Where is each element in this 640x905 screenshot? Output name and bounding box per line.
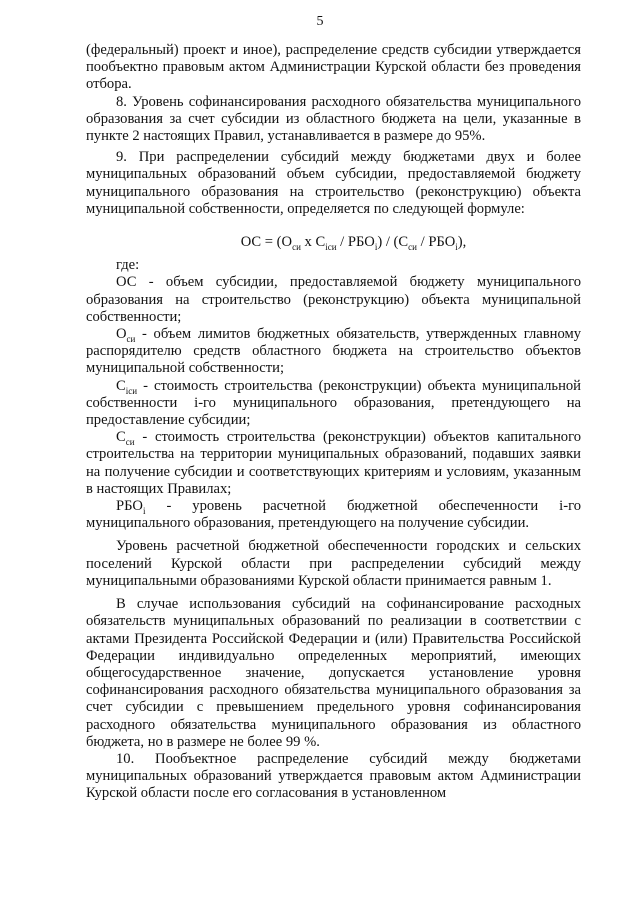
formula-part: / РБО [416,234,456,251]
definition-text: - стоимость строительства (реконструкции) объектов капитального строительства на территории муниципальных образований, подавших заявки на получение субсидии и соответствующих критериям и условиям, указанным в настоящих Правилах; [86,429,581,497]
definition-text: - стоимость строительства (реконструкции) объекта муниципальной собственности i-го муниципального образования, претендующего на предоставление субсидии; [86,377,581,429]
paragraph-9: 9. При распределении субсидий между бюджетами двух и более муниципальных образований объем субсидии, предоставляемой бюджету муниципального образования на строительство (реконструкцию) объекта муниципальной собственности, определяется по следующей формуле: [86,149,581,217]
formula-part: x С [300,234,326,251]
where-label: где: [116,257,140,274]
formula-sub: i [374,241,378,252]
paragraph-10: 10. Пообъектное распределение субсидий между бюджетами муниципальных образований утверждается правовым актом Администрации Курской области после его согласования в установленном [86,750,581,802]
paragraph-exception-case: В случае использования субсидий на софинансирование расходных обязательств муниципальных образований по реализации в соответствии с актами Президента Российской Федерации и (или) Правительства Российской Федерации индивидуально определенных мероприятий, имеющих общегосударственное значение, допускается установление уровня софинансирования расходного обязательства муниципального образования за счет субсидии с превышением предельного уровня софинансирования расходного обязательства муниципального образования из областного бюджета, но в размере не более 99 %. [86,596,581,750]
document-body [86,42,581,803]
term-letter: О [116,326,127,343]
term-csi [116,429,135,448]
paragraph-continuation: (федеральный) проект и иное), распределение средств субсидии утверждается пообъектно правовым актом Администрации Курской области без проведения отбора. [86,42,581,93]
term-rbo [116,498,145,514]
definition-csi [86,429,581,498]
subsidy-formula [86,234,581,251]
definition-os: ОС - объем субсидии, предоставляемой бюджету муниципального образования на строительство (реконструкцию) объекта муниципальной собственности; [86,274,581,325]
page-number: 5 [316,14,324,29]
term-sub: си [126,333,136,344]
term-letter: С [116,429,126,446]
term-cisi [116,378,137,394]
formula-sub: си [292,241,301,252]
formula-sub: си [408,241,417,252]
term-letter: С [116,377,126,394]
paragraph-budget-level: Уровень расчетной бюджетной обеспеченности городских и сельских поселений Курской области при распределении субсидий между муниципальными образованиями Курской области принимается равным 1. [86,538,581,589]
formula-part: / РБО [336,234,375,251]
term-sub: iси [125,385,138,396]
formula-part: ), [457,234,467,251]
definition-text: - объем лимитов бюджетных обязательств, утвержденных главному распорядителю средств областного бюджета на строительство объектов муниципальной собственности; [86,326,581,377]
term-osi [116,326,135,342]
definition-cisi [86,378,581,430]
definition-text: - уровень расчетной бюджетной обеспеченности i-го муниципального образования, претендующего на получение субсидии. [86,498,581,532]
paragraph-8: 8. Уровень софинансирования расходного обязательства муниципального образования за счет субсидии из областного бюджета на цели, указанные в пункте 2 настоящих Правил, устанавливается в размере до 95%. [86,93,581,145]
definition-rbo [86,498,581,532]
formula-part: ) / (С [377,234,409,251]
formula-sub: iси [325,241,337,252]
term-letter: РБО [116,498,143,515]
formula-sub: i [455,241,458,252]
term-sub: i [142,505,146,516]
term-sub: си [125,437,135,448]
definition-osi [86,326,581,378]
formula-part: ОС = (О [240,234,293,251]
